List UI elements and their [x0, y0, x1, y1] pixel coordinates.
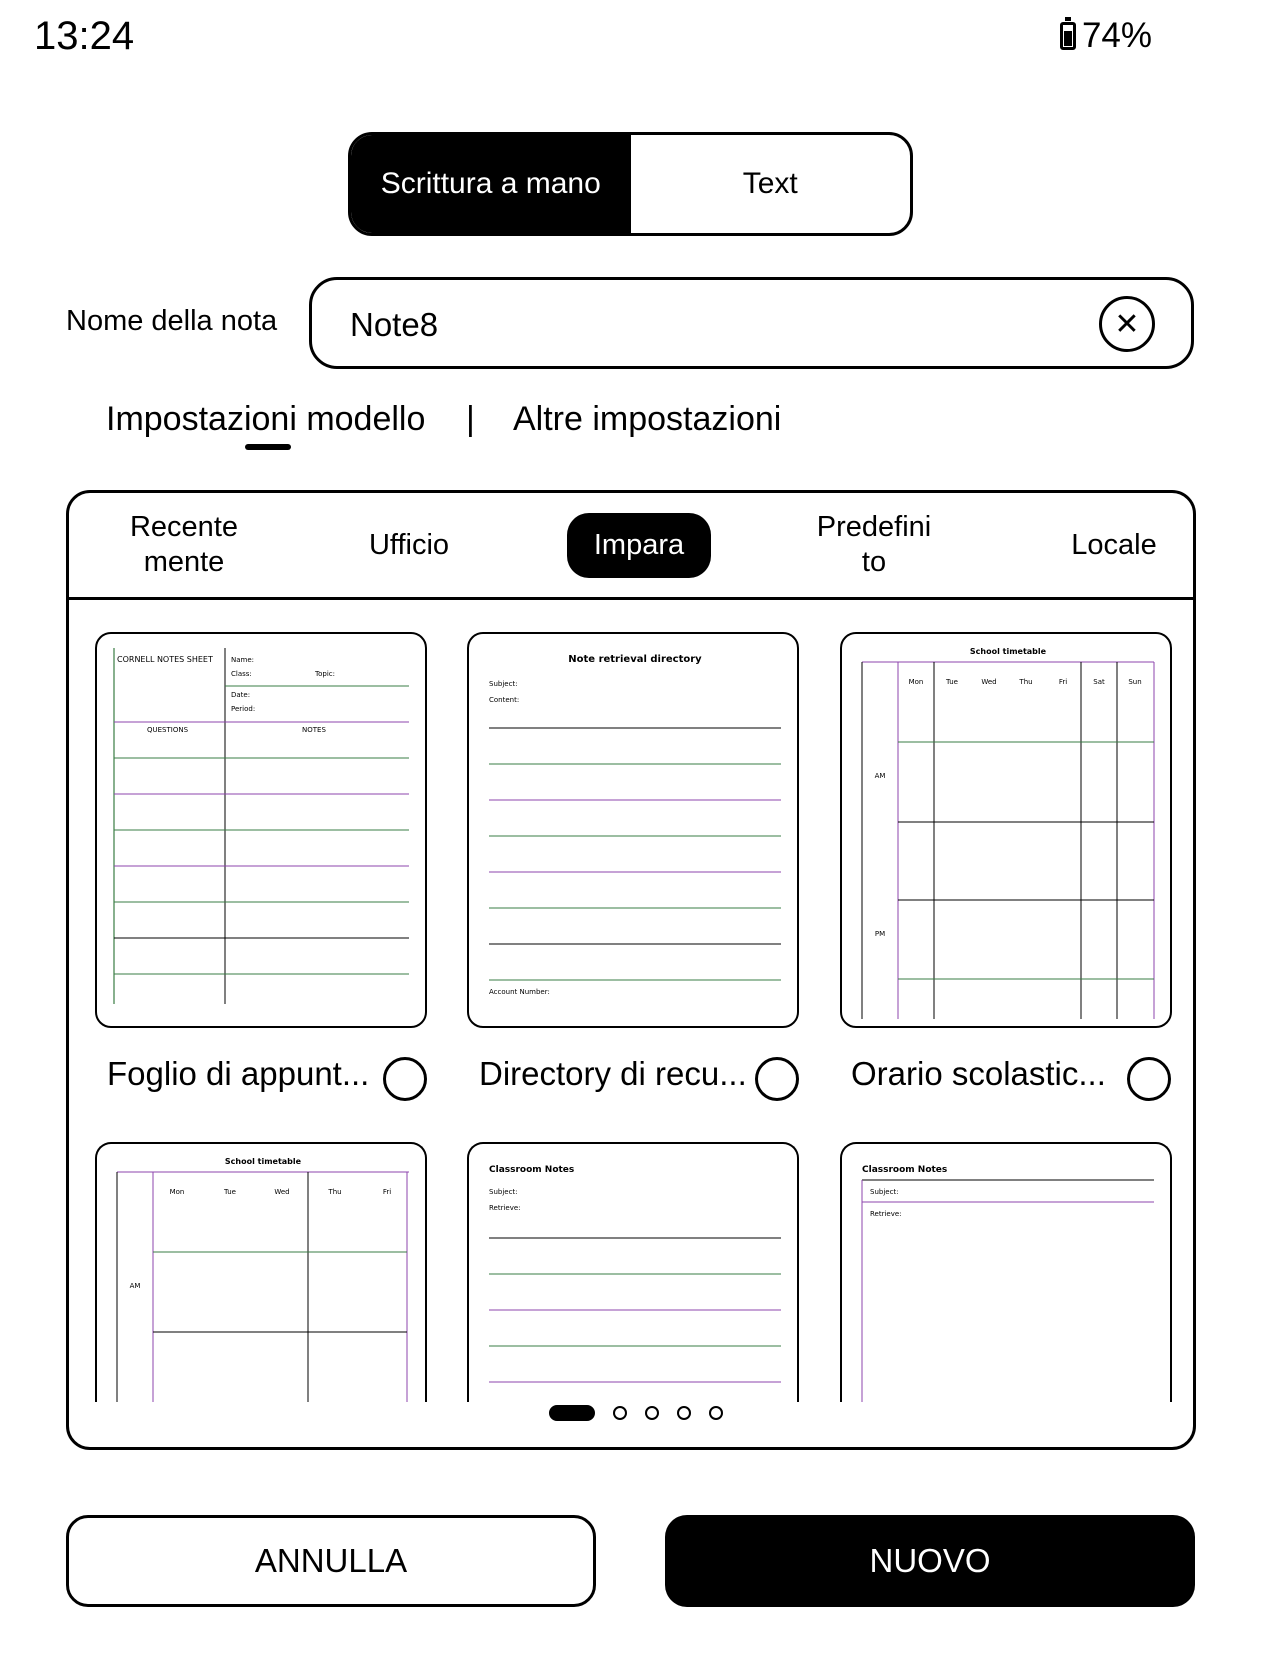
- preview-day: Thu: [328, 1188, 342, 1196]
- template-card-classroom-blank[interactable]: [840, 1142, 1172, 1402]
- preview-heading: Note retrieval directory: [568, 654, 702, 665]
- page-dot-1[interactable]: [549, 1405, 595, 1421]
- new-button[interactable]: NUOVO: [665, 1515, 1195, 1607]
- preview-class-field: Class:: [231, 670, 252, 678]
- template-radio[interactable]: [1127, 1057, 1171, 1101]
- preview-retrieve-field: Retrieve:: [870, 1210, 902, 1218]
- timetable-week-preview: [842, 634, 1172, 1028]
- note-name-label: Nome della nota: [66, 305, 278, 337]
- category-office[interactable]: Ufficio: [368, 528, 450, 561]
- preview-pm-label: PM: [874, 930, 886, 938]
- text-mode-button[interactable]: Text: [742, 167, 798, 200]
- battery-icon: [1060, 22, 1076, 50]
- preview-day: Tue: [224, 1188, 236, 1196]
- preview-day: Wed: [981, 678, 997, 686]
- preview-day: Tue: [946, 678, 958, 686]
- mode-toggle: [348, 132, 913, 236]
- page-dot-5[interactable]: [709, 1406, 723, 1420]
- preview-heading: CORNELL NOTES SHEET: [117, 655, 213, 664]
- pagination-dots: [549, 1405, 723, 1421]
- classroom-blank-preview: [842, 1144, 1172, 1402]
- template-title: Foglio di appunt...: [107, 1055, 370, 1092]
- preview-am-label: AM: [129, 1282, 141, 1290]
- preview-date-field: Date:: [231, 691, 251, 699]
- tab-template-settings[interactable]: Impostazioni modello: [106, 400, 426, 438]
- preview-day: Sat: [1093, 678, 1105, 686]
- classroom-lined-preview: [469, 1144, 799, 1402]
- preview-day: Mon: [169, 1188, 185, 1196]
- clear-input-icon[interactable]: ✕: [1099, 296, 1155, 352]
- category-learn[interactable]: [539, 493, 739, 597]
- preview-account-field: Account Number:: [489, 988, 550, 996]
- tab-active-indicator: [245, 444, 291, 450]
- template-card-timetable-weekdays[interactable]: [95, 1142, 427, 1402]
- handwriting-mode-button[interactable]: Scrittura a mano: [351, 135, 631, 233]
- preview-topic-field: Topic:: [315, 670, 335, 678]
- preview-name-field: Name:: [231, 656, 255, 664]
- template-card-cornell[interactable]: [95, 632, 427, 1028]
- tab-other-settings[interactable]: Altre impostazioni: [513, 400, 782, 438]
- template-title: Orario scolastic...: [851, 1055, 1106, 1092]
- template-title: Directory di recu...: [479, 1055, 747, 1092]
- preview-day: Mon: [908, 678, 924, 686]
- category-learn-label: Impara: [567, 513, 711, 578]
- preview-am-label: AM: [874, 772, 886, 780]
- note-name-input[interactable]: [309, 277, 1194, 369]
- template-radio[interactable]: [755, 1057, 799, 1101]
- preview-period-field: Period:: [231, 705, 256, 713]
- template-panel: [66, 490, 1196, 1450]
- preview-day: Thu: [1019, 678, 1033, 686]
- preview-day: Fri: [382, 1188, 392, 1196]
- preview-heading: School timetable: [224, 1157, 302, 1166]
- preview-retrieve-field: Retrieve:: [489, 1204, 521, 1212]
- battery-percent: 74%: [1081, 16, 1152, 55]
- preview-heading: Classroom Notes: [862, 1165, 948, 1175]
- tab-separator: |: [466, 400, 475, 438]
- page-dot-4[interactable]: [677, 1406, 691, 1420]
- preview-heading: School timetable: [969, 647, 1047, 656]
- cancel-button[interactable]: ANNULLA: [66, 1515, 596, 1607]
- category-bar: [69, 493, 1193, 600]
- template-card-timetable-week[interactable]: [840, 632, 1172, 1028]
- category-local[interactable]: Locale: [1071, 528, 1157, 561]
- preview-questions-header: QUESTIONS: [147, 726, 189, 734]
- note-name-value: Note8: [350, 306, 439, 343]
- preview-content-field: Content:: [489, 696, 520, 704]
- retrieval-preview: [469, 634, 799, 1028]
- cornell-preview: [97, 634, 427, 1028]
- preview-heading: Classroom Notes: [489, 1165, 575, 1175]
- template-card-retrieval[interactable]: [467, 632, 799, 1028]
- template-radio[interactable]: [383, 1057, 427, 1101]
- preview-notes-header: NOTES: [302, 726, 326, 734]
- preview-day: Sun: [1128, 678, 1142, 686]
- preview-subject-field: Subject:: [870, 1188, 899, 1196]
- page-dot-3[interactable]: [645, 1406, 659, 1420]
- preview-subject-field: Subject:: [489, 1188, 518, 1196]
- page-dot-2[interactable]: [613, 1406, 627, 1420]
- preview-subject-field: Subject:: [489, 680, 518, 688]
- preview-day: Wed: [274, 1188, 290, 1196]
- timetable-weekdays-preview: [97, 1144, 427, 1402]
- category-preset[interactable]: Predefini to: [816, 511, 932, 578]
- battery-indicator: [1060, 16, 1152, 56]
- preview-day: Fri: [1058, 678, 1068, 686]
- category-recent[interactable]: Recente mente: [129, 511, 238, 578]
- status-time: 13:24: [34, 14, 135, 58]
- template-card-classroom-lined[interactable]: [467, 1142, 799, 1402]
